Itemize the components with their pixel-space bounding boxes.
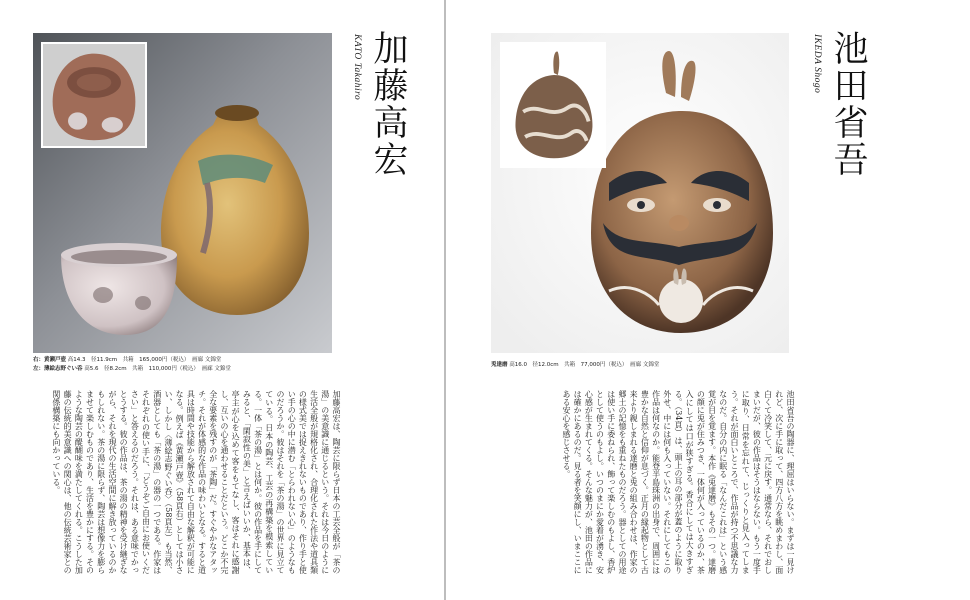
artist-roman-ikeda: IKEDA Shogo <box>812 34 822 94</box>
inset-photo-ikeda <box>500 42 606 168</box>
caption-kato-2 <box>33 365 231 374</box>
right-page <box>446 0 970 600</box>
caption-label: 兎達磨 <box>491 362 508 368</box>
caption-detail: 高5.6 径8.2cm 共箱 110,000円（税込） 画廊 文錦堂 <box>84 366 231 372</box>
left-page <box>0 0 444 600</box>
body-text-ikeda: 池田省吾の陶器に、理屈はいらない。まずは一見けれど、次に手に取って、四方八方を眺めまわし、面白くて冷笑して、元に戻す。通常なら、それでおしまいだが、彼の作品はそうはならない。もう一度手に取り、日常を忘れて、じっくりと見入ってしまう。それが面白いところで、作品が持つ不思議な力なのだ。自分の内に眠る「なんだこれは」という感覚が目を覚ます。本作《兎達磨》もその一つ。達磨の顔に兎が住みつき、一体何が入っているのか、茶入にしては口が狭すぎる。香合にしては大きすぎる。（34頁）は、頭上の耳の部分が蓋のように取り外せ、中には何も入っていない。それにしてもこの作品は何なのか。能登半島珠洲の出身で、周囲には豊かな自然と信仰が息づく。正月の縁起物として古来より親しまれる達磨と兎の組み合わせは、作家の郷土の記憶をも重ねたものだろう。器としての用途は使い手に委ねられ、飾って楽しむのもよし、香炉として使うのもよし。いつのまにか愛着が湧き、安心感が生まれてくる。そんな魅力が、池田の作品には確かにあるのだ。見る者を笑顔にし、いまここにある安心を感じさせる。 <box>561 390 795 574</box>
daruma-back-photo <box>502 44 604 166</box>
body-text-kato: 加藤高宏は、陶芸に限らず日本の工芸全般が「茶の湯」の美意識に通じるという。それは今日のように生活全般が規格化され、合理化された作法や道具類の様式美では捉えきれないものであり、作り手と使い手の心の中に潜む「とらわれない心」のようなものだろうか。彼はそれを「茶の湯」の世界に見立てている。日本の陶芸、工芸の再構築を模索している。一体「茶の湯」とは何か。彼の作品を手にしてみると、「閑寂性の美」と言えばいいか、基本は、亭主が心を込めて客をもてなし、客はそれに感謝し、互いの心を通わせることだという。どこか不完全な要素を残すのが「茶陶」だ。すぐやかなアタッチ。それが体感的な作品の味わいとなる。すると道具は時間や技能から解放されて自由な解釈が可能になる。例えば《黄瀬戸壺》（58頁右）としては小さい、しかし〈薄絵志野ぐい呑〉（58頁左）も当然、酒器としても「茶の湯」の器の一つである。作家はそれぞれの使い手に、「どうぞご自由にお使いください」と答えるのだろう。それは、ある意味でかっとうする。彼の作品は、茶の湯の精神を受け継ぎながら、それを現代の生活空間に解き放っているのかもしれない。茶の湯に限らず、陶芸は想像力を膨らませて楽しむものであり、生活を豊かにする。そのような陶芸の醍醐味を満たしてくれる。こうした加藤の伝統的美意識への関心は、他の伝統芸術家との関係構築にも向かっている。 <box>51 390 341 574</box>
caption-detail: 高14.3 径11.9cm 共箱 165,000円（税込） 画廊 文錦堂 <box>67 357 222 363</box>
caption-label: 左：薄絵志野ぐい呑 <box>33 366 83 372</box>
caption-detail: 高16.0 径12.0cm 共箱 77,000円（税込） 画廊 文錦堂 <box>509 362 660 368</box>
artist-roman-kato: KATO Takahiro <box>352 34 362 101</box>
caption-label: 右：黄瀬戸壺 <box>33 357 67 363</box>
caption-ikeda <box>491 361 659 370</box>
caption-kato-1 <box>33 356 221 365</box>
artist-name-ikeda: 池田省吾 <box>828 30 868 178</box>
artist-name-kato: 加藤高宏 <box>368 30 408 178</box>
cup-underside-photo <box>43 44 145 146</box>
inset-photo-kato <box>41 42 147 148</box>
